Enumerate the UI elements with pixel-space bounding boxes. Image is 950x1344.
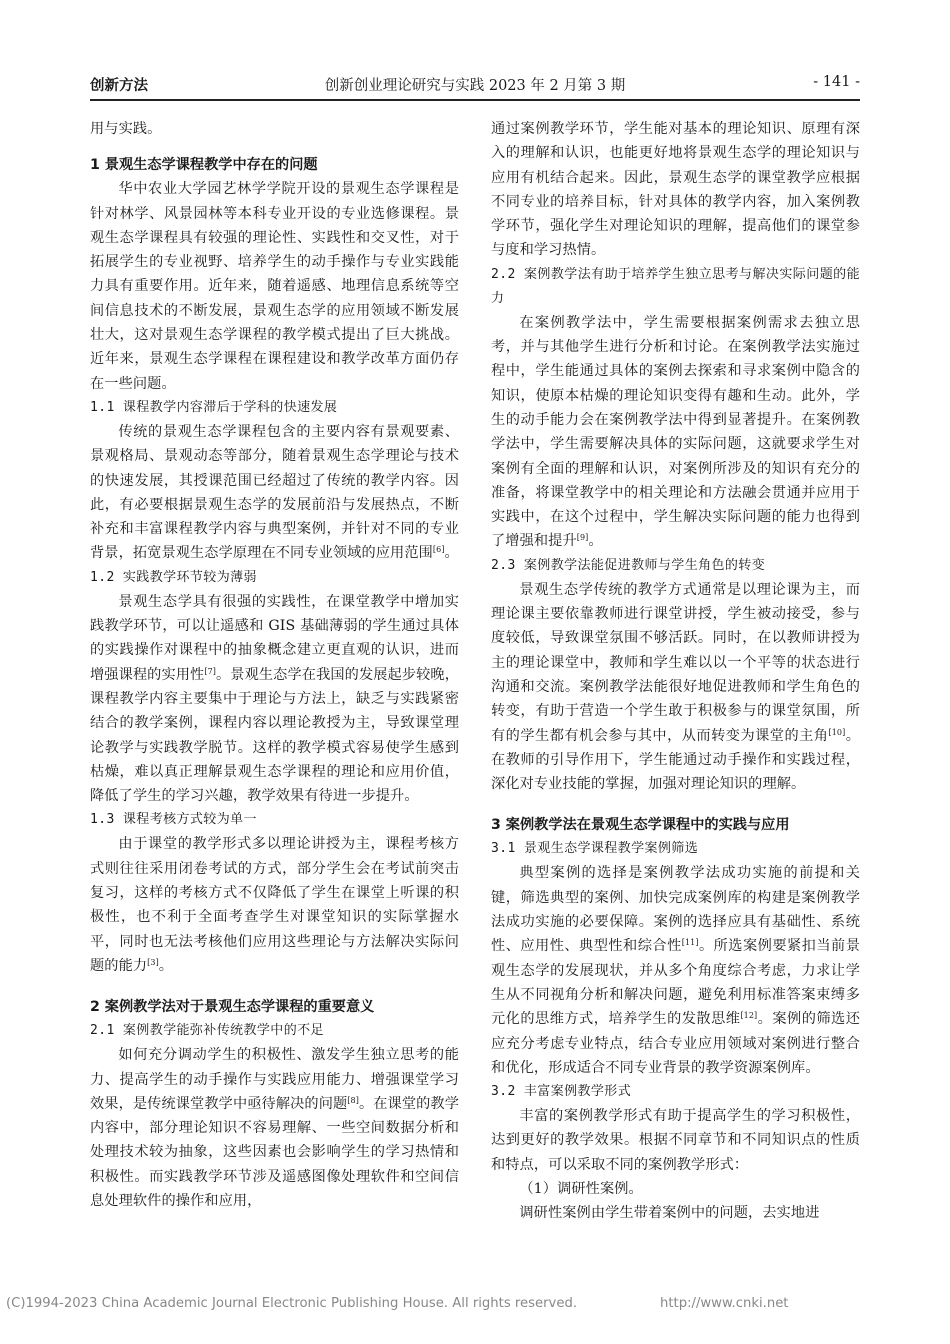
citation: [3] [147,957,159,967]
footer-url[interactable]: http://www.cnki.net [660,1296,789,1311]
subsection-heading-1-1: 1.1 课程教学内容滞后于学科的快速发展 [90,399,338,415]
paragraph: 华中农业大学园艺林学学院开设的景观生态学课程是针对林学、风景园林等本科专业开设的专业选修课程。景观生态学课程具有较强的理论性、实践性和交叉性，对于拓展学生的专业视野、培养学生的动手操作与专业实践能力具有重要作用。近年来，随着遥感、地理信息系统等空间信息技术的不断发展，景观生态学的应用领域不断发展壮大，这对景观生态学课程的教学模式提出了巨大挑战。近年来，景观生态学课程在课程建设和教学改革方面仍存在一些问题。 [90,181,459,392]
paragraph: 景观生态学传统的教学方式通常是以理论课为主，而理论课主要依靠教师进行课堂讲授，学生被动接受，参与度较低，导致课堂氛围不够活跃。同时，在以教师讲授为主的理论课堂中，教师和学生难以以一个平等的状态进行沟通和交流。案例教学法能很好地促进教师和学生角色的转变，有助于营造一个学生敢于积极参与的课堂氛围，所有的学生都有机会参与其中，从而转变为课堂的主角[10]。在教师的引导作用下，学生能通过动手操作和实践过程，深化对专业技能的掌握，加强对理论知识的理解。 [491,581,860,793]
citation: [7] [204,666,216,676]
section-heading-3: 3 案例教学法在景观生态学课程中的实践与应用 [491,817,790,834]
header-section: 创新方法 [90,78,148,94]
paragraph: 用与实践。 [90,121,162,137]
paragraph: 调研性案例由学生带着案例中的问题，去实地进 [519,1205,820,1222]
subsection-heading-2-2: 2.2 案例教学法有助于培养学生独立思考与解决实际问题的能力 [491,266,860,306]
header-page-number: - 141 - [813,74,860,90]
paragraph: 传统的景观生态学课程包含的主要内容有景观要素、景观格局、景观动态等部分，随着景观生态学理论与技术的快速发展，其授课范围已经超过了传统的教学内容。因此，有必要根据景观生态学的发展前沿与发展热点，不断补充和丰富课程教学内容与典型案例，并针对不同的专业背景，拓宽景观生态学原理在不同专业领域的应用范围[6]。 [90,423,459,562]
left-column [90,117,459,1213]
header-rule [90,99,860,101]
citation: [12] [740,1011,758,1021]
header-journal: 创新创业理论研究与实践 2023 年 2 月第 3 期 [324,78,626,94]
section-heading-1: 1 景观生态学课程教学中存在的问题 [90,157,318,174]
subsection-heading-3-2: 3.2 丰富案例教学形式 [491,1084,632,1100]
paragraph: 由于课堂的教学形式多以理论讲授为主，课程考核方式则往往采用闭卷考试的方式，部分学生会在考试前突击复习，这样的考核方式不仅降低了学生在课堂上听课的积极性，也不利于全面考查学生对课堂知识的实际掌握水平，同时也无法考核他们应用这些理论与方法解决实际问题的能力[3]。 [90,836,459,974]
subsection-heading-2-1: 2.1 案例教学能弥补传统教学中的不足 [90,1023,324,1039]
right-column [491,117,860,1226]
citation: [8] [347,1095,359,1105]
subsection-heading-1-2: 1.2 实践教学环节较为薄弱 [90,569,257,585]
citation: [9] [576,533,589,543]
paragraph: 在案例教学法中，学生需要根据案例需求去独立思考，并与其他学生进行分析和讨论。在案例教学法实施过程中，学生能通过具体的案例去探索和寻求案例中隐含的知识，使原本枯燥的理论知识变得有趣和生动。此外，学生的动手能力会在案例教学法中得到显著提升。在案例教学法中，学生需要解决具体的实际问题，这就要求学生对案例有全面的理解和认识，对案例所涉及的知识有充分的准备，将课堂教学中的相关理论和方法融会贯通并应用于实践中，在这个过程中，学生解决实际问题的能力也得到了增强和提升[9]。 [491,314,860,550]
citation: [6] [432,545,445,555]
subsection-heading-2-3: 2.3 案例教学法能促进教师与学生角色的转变 [491,557,766,573]
section-heading-2: 2 案例教学法对于景观生态学课程的重要意义 [90,999,375,1016]
paragraph: 典型案例的选择是案例教学法成功实施的前提和关键，筛选典型的案例、加快完成案例库的构建是案例教学法成功实施的必要保障。案例的选择应具有基础性、系统性、应用性、典型性和综合性[11]。所选案例要紧扣当前景观生态学的发展现状，并从多个角度综合考虑，力求让学生从不同视角分析和解决问题，避免利用标准答案束缚多元化的思维方式，培养学生的发散思维[12]。案例的筛选还应充分考虑专业特点，结合专业应用领域对案例进行整合和优化，形成适合不同专业背景的教学资源案例库。 [491,865,860,1076]
paragraph: 通过案例教学环节，学生能对基本的理论知识、原理有深入的理解和认识，也能更好地将景观生态学的理论知识与应用有机结合起来。因此，景观生态学的课堂教学应根据不同专业的培养目标，针对具体的教学内容，加入案例教学环节，强化学生对理论知识的理解，提高他们的课堂参与度和学习热情。 [491,121,860,259]
citation: [10] [828,727,846,737]
subsection-heading-1-3: 1.3 课程考核方式较为单一 [90,812,257,828]
running-header [90,70,860,100]
copyright-text: (C)1994-2023 China Academic Journal Electronic Publishing House. All rights reserved. [6,1296,578,1311]
list-item: （1）调研性案例。 [519,1180,643,1197]
subsection-heading-3-1: 3.1 景观生态学课程教学案例筛选 [491,841,699,857]
citation: [11] [681,938,699,948]
paragraph: 丰富的案例教学形式有助于提高学生的学习积极性，达到更好的教学效果。根据不同章节和不同知识点的性质和特点，可以采取不同的案例教学形式： [491,1108,860,1173]
paragraph: 景观生态学具有很强的实践性，在课堂教学中增加实践教学环节，可以让遥感和 GIS 基础薄弱的学生通过具体的实践操作对课程中的抽象概念建立更直观的认识，进而增强课程的实用性[7]。景观生态学在我国的发展起步较晚，课程教学内容主要集中于理论与方法上，缺乏与实践紧密结合的教学案例，课程内容以理论教授为主，导致课堂理论教学与实践教学脱节。这样的教学模式容易使学生感到枯燥，难以真正理解景观生态学课程的理论和应用价值，降低了学生的学习兴趣，教学效果有待进一步提升。 [90,593,459,805]
paragraph: 如何充分调动学生的积极性、激发学生独立思考的能力、提高学生的动手操作与实践应用能力、增强课堂学习效果，是传统课堂教学中亟待解决的问题[8]。在课堂的教学内容中，部分理论知识不容易理解、一些空间数据分析和处理技术较为抽象，这些因素也会影响学生的学习热情和积极性。而实践教学环节涉及遥感图像处理软件和空间信息处理软件的操作和应用， [90,1047,459,1209]
